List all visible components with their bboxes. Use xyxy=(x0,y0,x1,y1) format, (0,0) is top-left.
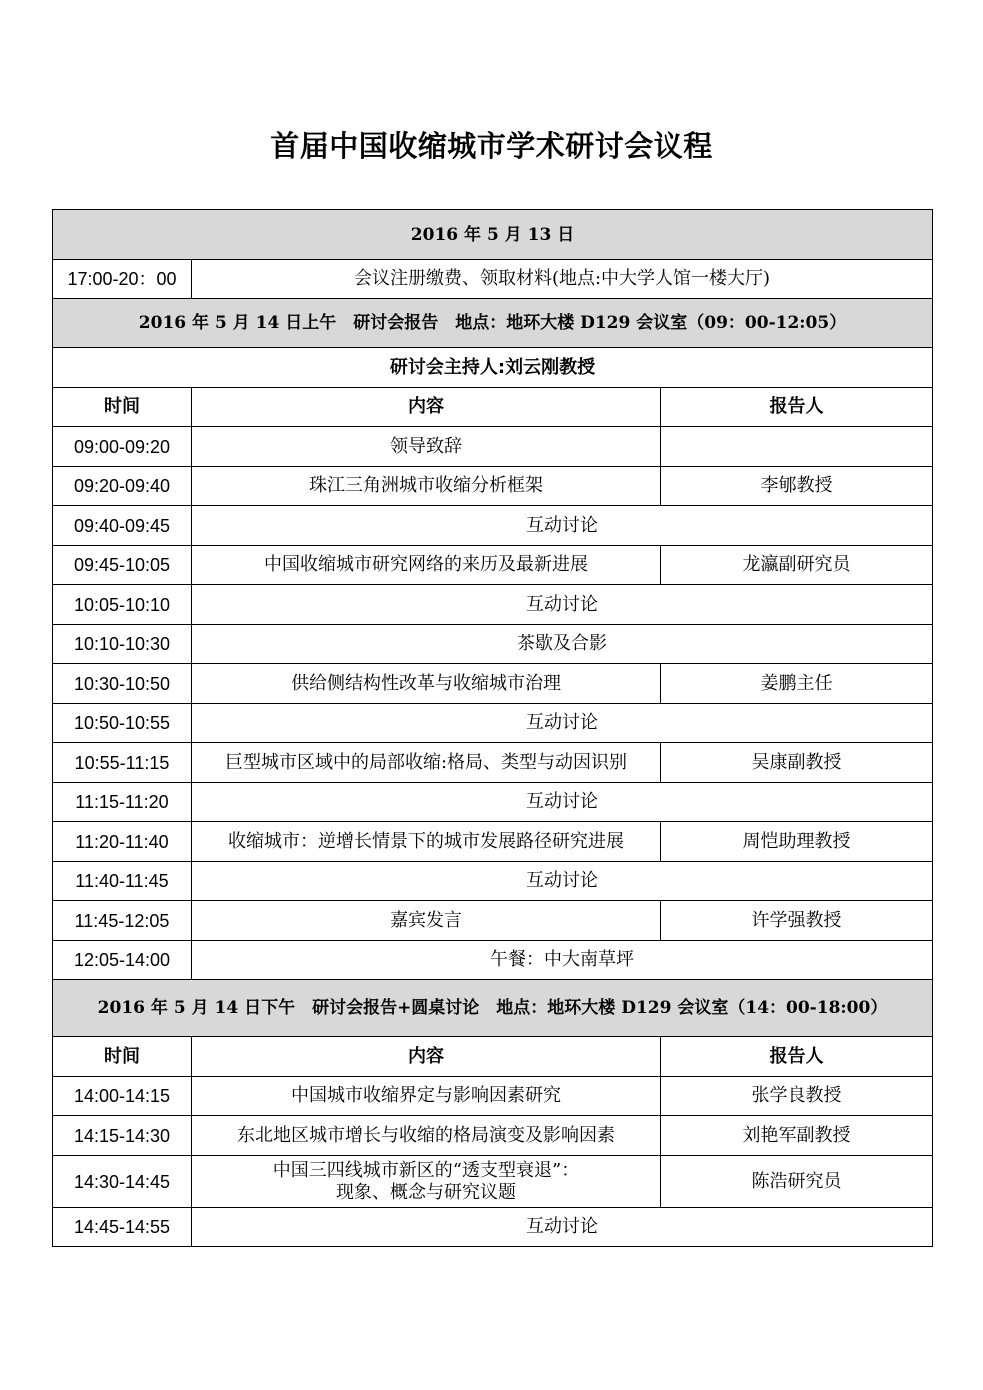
content-cell: 嘉宾发言 xyxy=(192,901,661,941)
content-cell: 珠江三角洲城市收缩分析框架 xyxy=(192,467,661,506)
content-line-1: 中国三四线城市新区的“透支型衰退”： xyxy=(272,1159,580,1181)
morning-header: 2016 年 5 月 14 日上午 研讨会报告 地点：地环大楼 D129 会议室（09：00-12:05） xyxy=(53,299,933,348)
table-row xyxy=(53,704,933,743)
content-cell: 互动讨论 xyxy=(192,1208,933,1247)
content-cell: 互动讨论 xyxy=(192,783,933,822)
column-header-speaker: 报告人 xyxy=(661,388,933,427)
table-row xyxy=(53,783,933,822)
speaker-cell: 姜鹏主任 xyxy=(661,664,933,704)
content-cell: 供给侧结构性改革与收缩城市治理 xyxy=(192,664,661,704)
table-row xyxy=(53,664,933,704)
content-cell: 领导致辞 xyxy=(192,427,661,467)
time-cell: 11:40-11:45 xyxy=(53,862,192,901)
time-cell: 14:15-14:30 xyxy=(53,1116,192,1156)
column-header-time: 时间 xyxy=(53,388,192,427)
page-title: 首届中国收缩城市学术研讨会议程 xyxy=(270,129,713,163)
speaker-cell: 李郇教授 xyxy=(661,467,933,506)
time-cell: 10:50-10:55 xyxy=(53,704,192,743)
table-row xyxy=(53,467,933,506)
content-cell: 中国城市收缩界定与影响因素研究 xyxy=(192,1077,661,1116)
speaker-cell: 张学良教授 xyxy=(661,1077,933,1116)
column-header-content: 内容 xyxy=(192,388,661,427)
time-cell: 14:45-14:55 xyxy=(53,1208,192,1247)
content-cell: 午餐：中大南草坪 xyxy=(192,941,933,980)
content-cell: 互动讨论 xyxy=(192,506,933,546)
content-cell: 互动讨论 xyxy=(192,704,933,743)
content-cell: 会议注册缴费、领取材料(地点:中大学人馆一楼大厅) xyxy=(192,260,933,299)
table-row xyxy=(53,546,933,585)
content-cell: 巨型城市区域中的局部收缩:格局、类型与动因识别 xyxy=(192,743,661,783)
day1-header: 2016 年 5 月 13 日 xyxy=(53,210,933,260)
table-row xyxy=(53,427,933,467)
table-row xyxy=(53,1156,933,1208)
table-row xyxy=(53,506,933,546)
column-header-content: 内容 xyxy=(192,1037,661,1077)
host-label: 研讨会主持人:刘云刚教授 xyxy=(53,348,933,388)
time-cell: 14:00-14:15 xyxy=(53,1077,192,1116)
content-cell: 收缩城市：逆增长情景下的城市发展路径研究进展 xyxy=(192,822,661,862)
host-row xyxy=(53,348,933,388)
table-row xyxy=(53,1208,933,1247)
time-cell: 09:00-09:20 xyxy=(53,427,192,467)
speaker-cell: 吴康副教授 xyxy=(661,743,933,783)
content-cell: 互动讨论 xyxy=(192,585,933,625)
time-cell: 10:10-10:30 xyxy=(53,625,192,664)
time-cell: 10:05-10:10 xyxy=(53,585,192,625)
table-row xyxy=(53,1077,933,1116)
time-cell: 14:30-14:45 xyxy=(53,1156,192,1208)
table-row xyxy=(53,625,933,664)
time-cell: 09:45-10:05 xyxy=(53,546,192,585)
afternoon-header: 2016 年 5 月 14 日下午 研讨会报告+圆桌讨论 地点：地环大楼 D129 会议室（14：00-18:00） xyxy=(53,980,933,1037)
column-header-time: 时间 xyxy=(53,1037,192,1077)
column-header-row xyxy=(53,1037,933,1077)
column-header-speaker: 报告人 xyxy=(661,1037,933,1077)
time-cell: 10:55-11:15 xyxy=(53,743,192,783)
time-cell: 11:45-12:05 xyxy=(53,901,192,941)
time-cell: 09:40-09:45 xyxy=(53,506,192,546)
content-line-2: 现象、概念与研究议题 xyxy=(336,1181,516,1203)
content-cell: 互动讨论 xyxy=(192,862,933,901)
table-row xyxy=(53,862,933,901)
speaker-cell: 陈浩研究员 xyxy=(661,1156,933,1208)
time-cell: 10:30-10:50 xyxy=(53,664,192,704)
time-cell: 12:05-14:00 xyxy=(53,941,192,980)
morning-header-row xyxy=(53,299,933,348)
time-cell: 09:20-09:40 xyxy=(53,467,192,506)
speaker-cell: 刘艳军副教授 xyxy=(661,1116,933,1156)
content-cell: 中国收缩城市研究网络的来历及最新进展 xyxy=(192,546,661,585)
speaker-cell: 龙瀛副研究员 xyxy=(661,546,933,585)
table-row xyxy=(53,1116,933,1156)
agenda-table xyxy=(52,209,933,1247)
speaker-cell: 许学强教授 xyxy=(661,901,933,941)
table-row xyxy=(53,743,933,783)
speaker-cell xyxy=(661,427,933,467)
column-header-row xyxy=(53,388,933,427)
time-cell: 11:15-11:20 xyxy=(53,783,192,822)
table-row xyxy=(53,901,933,941)
content-cell xyxy=(192,1156,661,1208)
table-row xyxy=(53,585,933,625)
content-cell: 茶歇及合影 xyxy=(192,625,933,664)
day1-header-row xyxy=(53,210,933,260)
table-row xyxy=(53,822,933,862)
afternoon-header-row xyxy=(53,980,933,1037)
content-cell: 东北地区城市增长与收缩的格局演变及影响因素 xyxy=(192,1116,661,1156)
speaker-cell: 周恺助理教授 xyxy=(661,822,933,862)
time-cell: 17:00-20：00 xyxy=(53,260,192,299)
table-row xyxy=(53,260,933,299)
table-row xyxy=(53,941,933,980)
time-cell: 11:20-11:40 xyxy=(53,822,192,862)
